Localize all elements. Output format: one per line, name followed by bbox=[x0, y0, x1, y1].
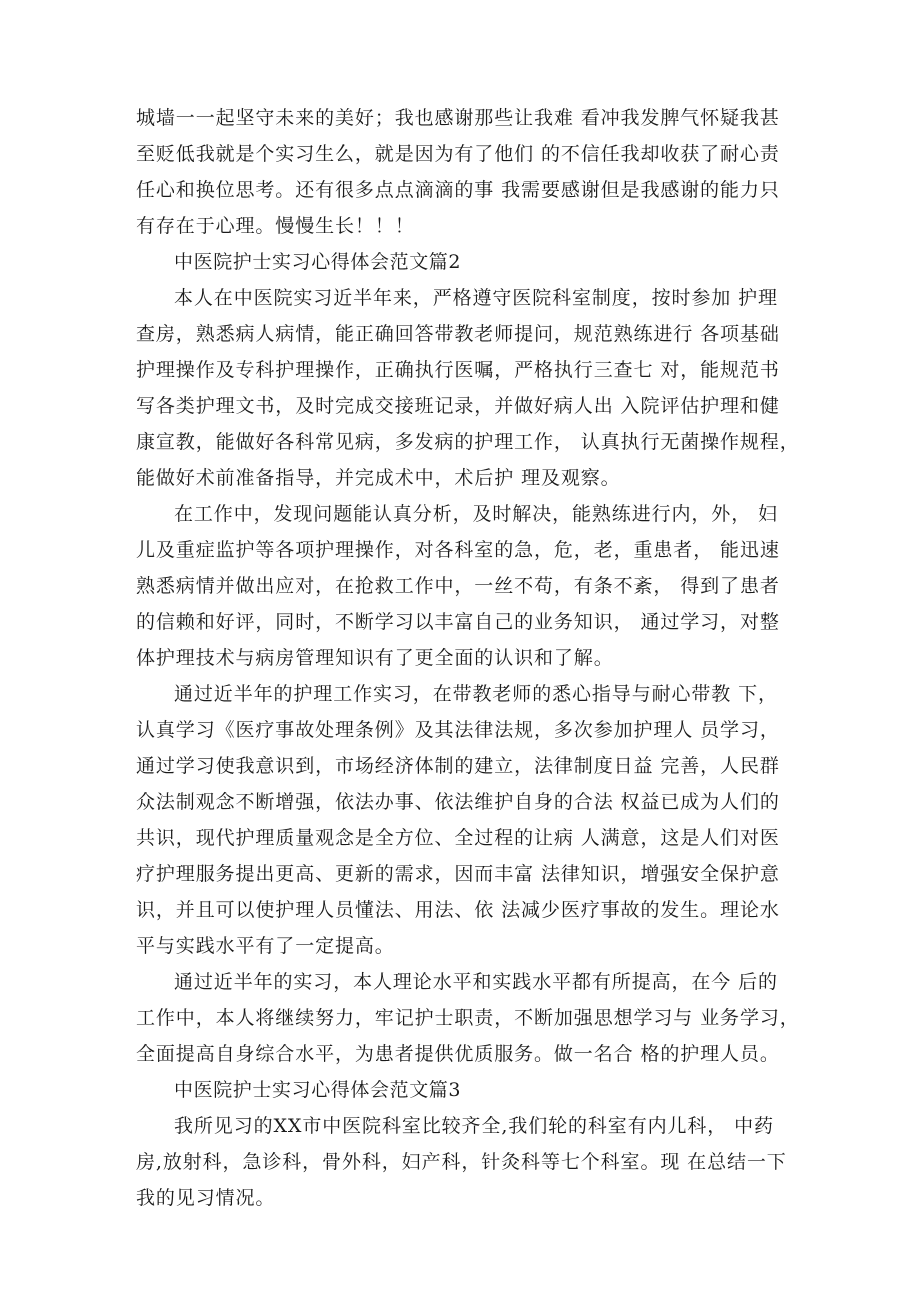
text-line: 通过学习使我意识到，市场经济体制的建立，法律制度日益 完善，人民群 bbox=[136, 755, 780, 777]
text-line: 我的见习情况。 bbox=[136, 1187, 276, 1209]
document-page bbox=[136, 100, 806, 1216]
text-line: 城墙一一起坚守未来的美好；我也感谢那些让我难 看冲我发脾气怀疑我甚 bbox=[136, 107, 780, 129]
text-line: 有存在于心理。慢慢生长！！！ bbox=[136, 215, 415, 237]
paragraph bbox=[136, 280, 806, 496]
text-line: 通过近半年的实习，本人理论水平和实践水平都有所提高，在今 后的 bbox=[174, 971, 778, 993]
text-line: 体护理技术与病房管理知识有了更全面的认识和了解。 bbox=[136, 647, 614, 669]
paragraph bbox=[136, 1108, 806, 1216]
text-line: 房,放射科，急诊科，骨外科，妇产科，针灸科等七个科室。现 在总结一下 bbox=[136, 1151, 787, 1173]
text-line: 本人在中医院实习近半年来，严格遵守医院科室制度，按时参加 护理 bbox=[174, 287, 778, 309]
text-line: 熟悉病情并做出应对，在抢救工作中，一丝不苟，有条不紊， 得到了患者 bbox=[136, 575, 780, 597]
text-line: 通过近半年的护理工作实习，在带教老师的悉心指导与耐心带教 下， bbox=[174, 683, 778, 705]
heading-text: 中医院护士实习心得体会范文篇3 bbox=[174, 1079, 462, 1101]
text-line: 众法制观念不断增强，依法办事、依法维护自身的合法 权益已成为人们的 bbox=[136, 791, 780, 813]
text-line: 在工作中，发现问题能认真分析，及时解决，能熟练进行内，外， 妇 bbox=[174, 503, 778, 525]
text-line: 全面提高自身综合水平，为患者提供优质服务。做一名合 格的护理人员。 bbox=[136, 1043, 780, 1065]
text-line: 平与实践水平有了一定提高。 bbox=[136, 935, 395, 957]
heading-text: 中医院护士实习心得体会范文篇2 bbox=[174, 251, 462, 273]
text-line: 任心和换位思考。还有很多点点滴滴的事 我需要感谢但是我感谢的能力只 bbox=[136, 179, 780, 201]
text-line: 康宣教，能做好各科常见病，多发病的护理工作， 认真执行无菌操作规程， bbox=[136, 431, 800, 453]
text-line: 至贬低我就是个实习生么，就是因为有了他们 的不信任我却收获了耐心责 bbox=[136, 143, 780, 165]
text-line: 识，并且可以使护理人员懂法、用法、依 法减少医疗事故的发生。理论水 bbox=[136, 899, 780, 921]
paragraph bbox=[136, 100, 806, 244]
text-line: 查房，熟悉病人病情，能正确回答带教老师提问，规范熟练进行 各项基础 bbox=[136, 323, 780, 345]
paragraph bbox=[136, 496, 806, 676]
section-heading bbox=[136, 1072, 806, 1108]
text-line: 能做好术前准备指导，并完成术中，术后护 理及观察。 bbox=[136, 467, 621, 489]
text-line: 我所见习的XX市中医院科室比较齐全,我们轮的科室有内儿科， 中药 bbox=[174, 1115, 774, 1137]
text-line: 写各类护理文书，及时完成交接班记录，并做好病人出 入院评估护理和健 bbox=[136, 395, 780, 417]
paragraph bbox=[136, 964, 806, 1072]
text-line: 儿及重症监护等各项护理操作，对各科室的急，危，老，重患者， 能迅速 bbox=[136, 539, 780, 561]
text-line: 认真学习《医疗事故处理条例》及其法律法规，多次参加护理人 员学习， bbox=[136, 719, 780, 741]
text-line: 工作中，本人将继续努力，牢记护士职责，不断加强思想学习与 业务学习， bbox=[136, 1007, 800, 1029]
text-line: 疗护理服务提出更高、更新的需求，因而丰富 法律知识，增强安全保护意 bbox=[136, 863, 780, 885]
paragraph bbox=[136, 676, 806, 964]
text-line: 的信赖和好评，同时，不断学习以丰富自己的业务知识， 通过学习，对整 bbox=[136, 611, 780, 633]
text-line: 护理操作及专科护理操作，正确执行医嘱，严格执行三查七 对，能规范书 bbox=[136, 359, 780, 381]
section-heading bbox=[136, 244, 806, 280]
text-line: 共识，现代护理质量观念是全方位、全过程的让病 人满意，这是人们对医 bbox=[136, 827, 780, 849]
